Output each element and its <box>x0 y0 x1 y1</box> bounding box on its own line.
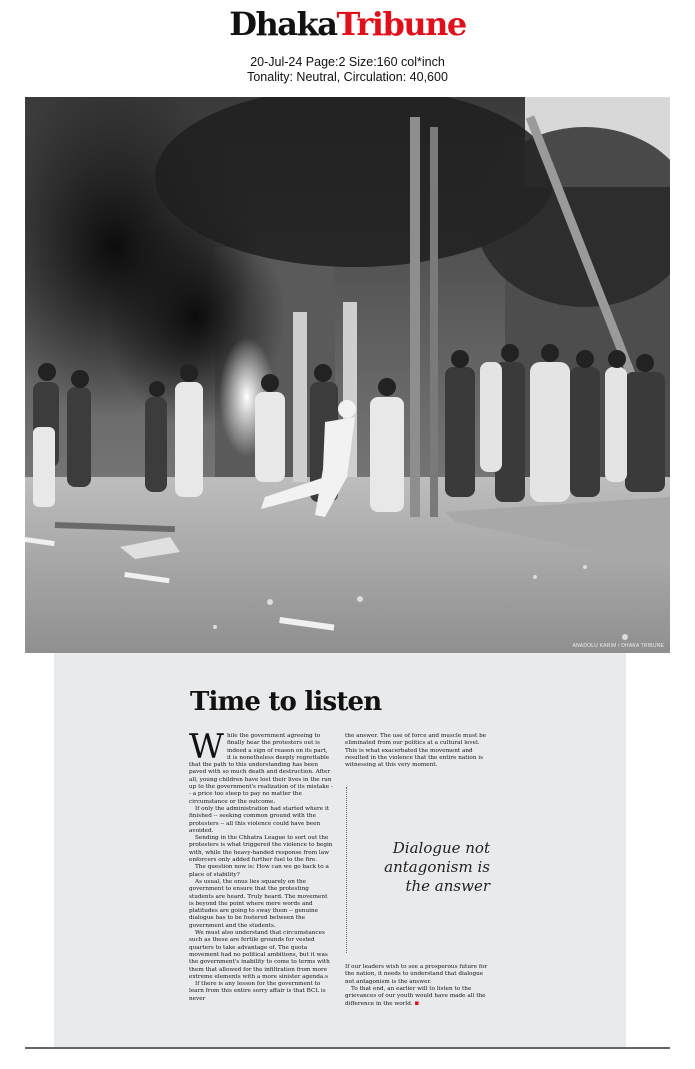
article-column-2-bottom <box>345 964 491 1009</box>
article-column-2-top <box>345 733 491 769</box>
pull-quote: Dialogue not antagonism is the answer <box>384 839 490 895</box>
clipping-meta-line1: 20-Jul-24 Page:2 Size:160 col*inch <box>250 55 445 69</box>
article-column-1 <box>189 727 333 1003</box>
pullquote-divider <box>346 787 347 953</box>
drop-cap: W <box>189 727 224 767</box>
article-paragraph: As usual, the onus lies squarely on the government to ensure that the protesting students are heard. Truly heard. The movement is beyond the point where mere words and platitudes are going to sway them -- genuine dialogue has to be fostered between the government and the students. <box>189 878 328 929</box>
article-paragraph: Sending in the Chhatra League to sort out the protesters is what triggered the violence to begin with, while the heavy-handed response from law enforcers only added further fuel to the fire. <box>189 835 333 864</box>
end-mark-icon: ▪ <box>414 999 420 1008</box>
paragraph-text: To that end, an earlier will to listen to the grievances of our youth would have made all the difference in the world. <box>345 985 486 1008</box>
photo-credit: ANADOLU KARIM / DHAKA TRIBUNE <box>572 643 664 649</box>
editorial-panel <box>54 653 626 1047</box>
article-paragraph: The question now is: How can we go back to a place of stability? <box>189 864 329 878</box>
article-paragraph <box>345 986 491 1009</box>
article-headline: Time to listen <box>190 687 382 717</box>
masthead-logo <box>0 6 695 42</box>
article-paragraph: If only the administration had started where it finished -- seeking common ground with the protesters -- all this violence could have been avoided. <box>189 805 330 834</box>
masthead-logo-tribune: Tribune <box>336 5 466 43</box>
article-paragraph: If there is any lesson for the government to learn from this entire sorry affair is that BCL is never <box>189 981 326 1002</box>
article-paragraph: We must also understand that circumstances such as these are fertile grounds for vested quarters to take advantage of. The quota movement had no political ambitions, but it was the government's inability to come to terms with them that allowed for the infiltration from more extreme elements with a more sinister agenda.s <box>189 930 330 980</box>
clipping-meta-line2: Tonality: Neutral, Circulation: 40,600 <box>247 70 448 84</box>
masthead-logo-dhaka: Dhaka <box>229 5 337 43</box>
article-paragraph: If our leaders wish to see a prosperous future for the nation, it needs to understand that dialogue not antagonism is the answer. <box>345 964 488 985</box>
article-paragraph <box>189 727 333 806</box>
news-photo <box>25 97 670 653</box>
bottom-divider <box>25 1047 670 1049</box>
article-paragraph: the answer. The use of force and muscle must be eliminated from our politics at a cultural level. This is what exacerbated the movement and resulted in the violence that the entire nation is witnessing at this very moment. <box>345 733 487 769</box>
protest-scene-illustration <box>25 97 670 653</box>
paragraph-text: hile the government agreeing to finally hear the protesters out is indeed a sign of reason on its part, it is nonetheless deeply regrettable that the path to this understanding has been paved with so much death and destruction. After all, young children have lost their lives in the run up to the government's realization of its mistake -- a price too steep to pay no matter the circumstance or the outcome. <box>189 733 333 805</box>
